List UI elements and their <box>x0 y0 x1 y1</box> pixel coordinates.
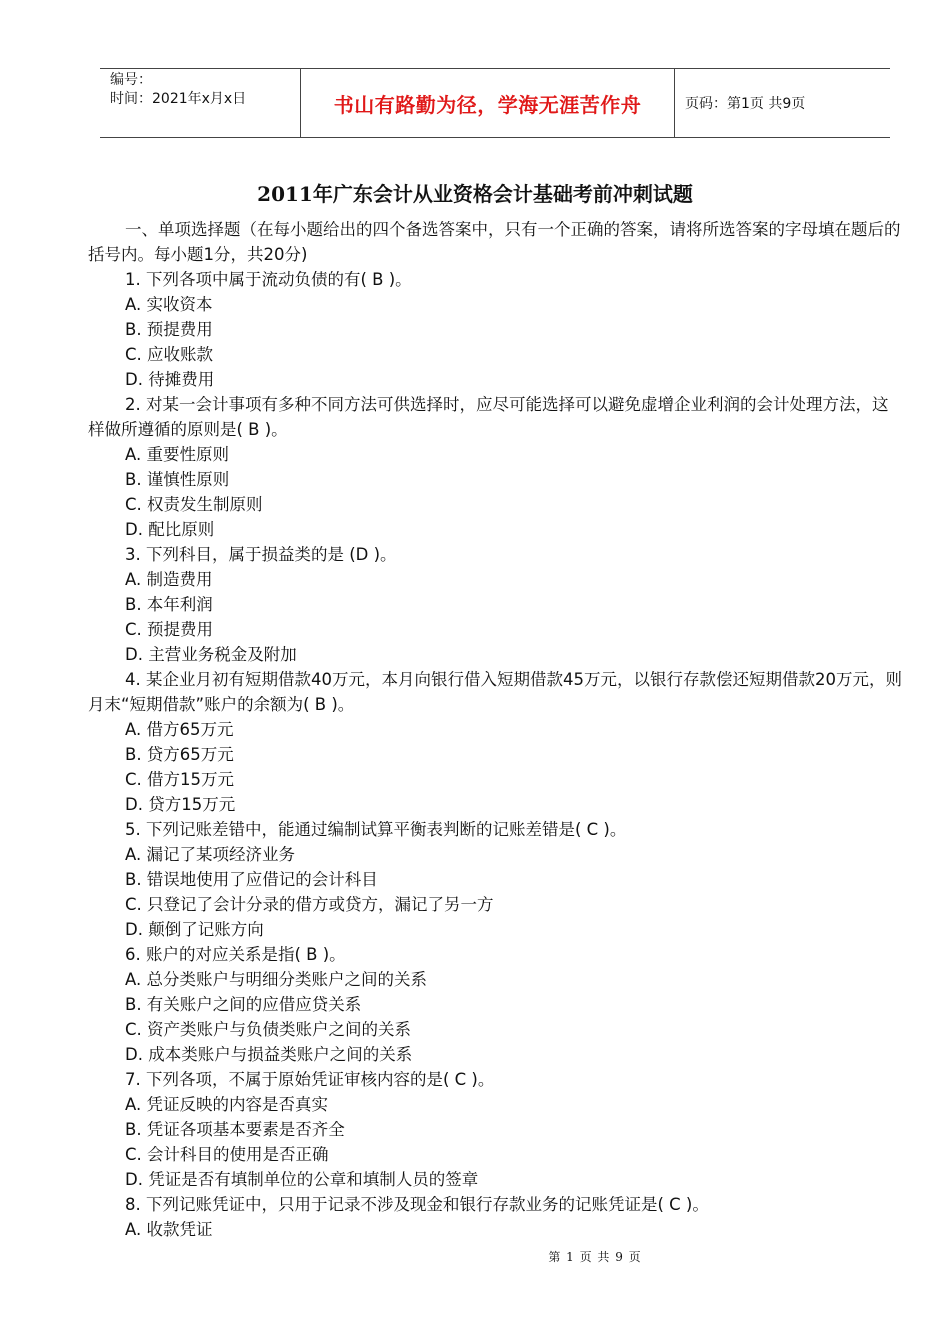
option: D. 配比原则 <box>125 520 215 539</box>
option: C. 只登记了会计分录的借方或贷方，漏记了另一方 <box>125 895 494 914</box>
option: B. 有关账户之间的应借应贷关系 <box>125 995 362 1014</box>
option: D. 贷方15万元 <box>125 795 236 814</box>
question-7: 7. 下列各项，不属于原始凭证审核内容的是( C )。 <box>125 1070 495 1089</box>
document-body <box>88 217 904 1242</box>
number-label: 编号： <box>110 72 152 88</box>
question-8: 8. 下列记账凭证中，只用于记录不涉及现金和银行存款业务的记账凭证是( C )。 <box>125 1195 709 1214</box>
option: B. 错误地使用了应借记的会计科目 <box>125 870 378 889</box>
option: D. 成本类账户与损益类账户之间的关系 <box>125 1045 413 1064</box>
header-table <box>100 68 890 138</box>
option: B. 贷方65万元 <box>125 745 234 764</box>
option: D. 主营业务税金及附加 <box>125 645 297 664</box>
option: C. 应收账款 <box>125 345 214 364</box>
option: A. 凭证反映的内容是否真实 <box>125 1095 328 1114</box>
option: A. 借方65万元 <box>125 720 234 739</box>
option: A. 漏记了某项经济业务 <box>125 845 295 864</box>
question-1: 1. 下列各项中属于流动负债的有( B )。 <box>125 270 412 289</box>
option: A. 实收资本 <box>125 295 213 314</box>
option: D. 凭证是否有填制单位的公章和填制人员的签章 <box>125 1170 479 1189</box>
option: A. 制造费用 <box>125 570 213 589</box>
option: C. 资产类账户与负债类账户之间的关系 <box>125 1020 412 1039</box>
option: A. 总分类账户与明细分类账户之间的关系 <box>125 970 427 989</box>
option: B. 本年利润 <box>125 595 213 614</box>
header-page-info: 页码：第1页 共9页 <box>685 96 806 112</box>
option: B. 谨慎性原则 <box>125 470 230 489</box>
question-4: 4. 某企业月初有短期借款40万元，本月向银行借入短期借款45万元，以银行存款偿还短期借款20万元，则月末“短期借款”账户的余额为( B )。 <box>88 670 902 714</box>
page-footer: 第 1 页 共 9 页 <box>548 1250 642 1264</box>
option: B. 凭证各项基本要素是否齐全 <box>125 1120 345 1139</box>
option: C. 权责发生制原则 <box>125 495 263 514</box>
question-5: 5. 下列记账差错中，能通过编制试算平衡表判断的记账差错是( C )。 <box>125 820 627 839</box>
header-meta <box>100 69 301 137</box>
question-2: 2. 对某一会计事项有多种不同方法可供选择时，应尽可能选择可以避免虚增企业利润的会计处理方法，这样做所遵循的原则是( B )。 <box>88 395 889 439</box>
option: D. 待摊费用 <box>125 370 215 389</box>
option: B. 预提费用 <box>125 320 213 339</box>
section-heading: 一、单项选择题（在每小题给出的四个备选答案中，只有一个正确的答案，请将所选答案的字母填在题后的括号内。每小题1分，共20分) <box>88 220 901 264</box>
option: D. 颠倒了记账方向 <box>125 920 264 939</box>
header-motto: 书山有路勤为径，学海无涯苦作舟 <box>301 69 675 137</box>
option: A. 重要性原则 <box>125 445 229 464</box>
option: A. 收款凭证 <box>125 1220 213 1239</box>
option: C. 会计科目的使用是否正确 <box>125 1145 329 1164</box>
question-6: 6. 账户的对应关系是指( B )。 <box>125 945 346 964</box>
time-label: 时间：2021年x月x日 <box>110 91 247 107</box>
question-3: 3. 下列科目，属于损益类的是 (D )。 <box>125 545 397 564</box>
document-title: 2011年广东会计从业资格会计基础考前冲刺试题 <box>257 182 693 206</box>
option: C. 借方15万元 <box>125 770 235 789</box>
option: C. 预提费用 <box>125 620 214 639</box>
